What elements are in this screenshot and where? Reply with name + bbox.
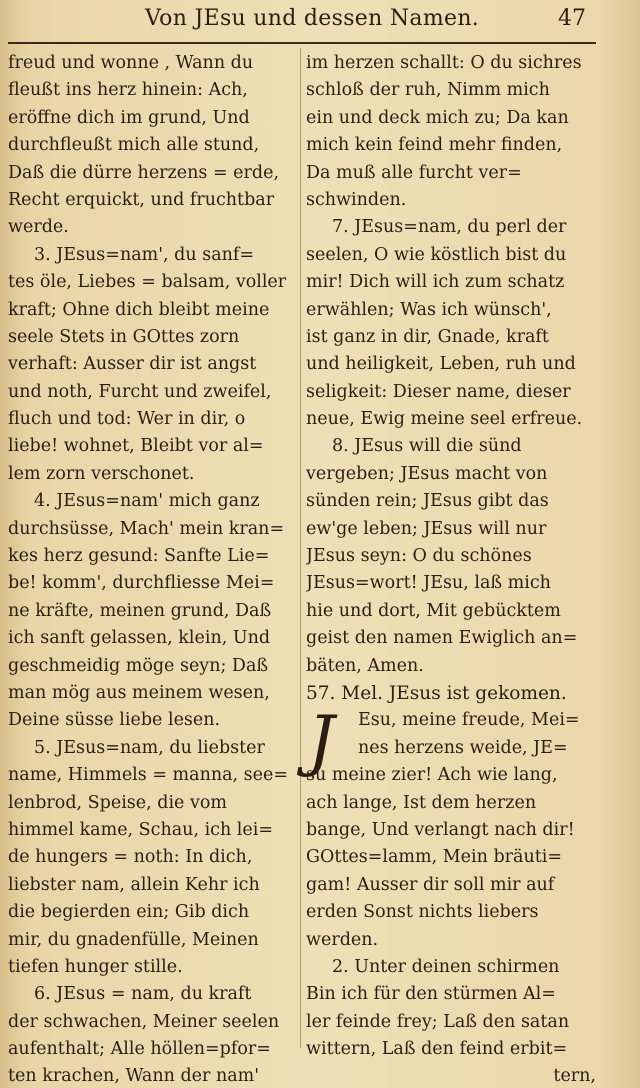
text-line: ich sanft gelassen, klein, Und — [8, 628, 271, 649]
text-line: Bin ich für den stürmen Al= — [306, 984, 556, 1005]
verse-start-line: 5. JEsus=nam, du liebster — [34, 737, 265, 758]
text-line: erwählen; Was ich wünsch', — [306, 299, 552, 320]
text-line: vergeben; JEsus macht von — [306, 463, 548, 484]
text-line: himmel kame, Schau, ich lei= — [8, 819, 274, 840]
text-line: fleußt ins herz hinein: Ach, — [8, 80, 248, 101]
text-line: mich kein feind mehr finden, — [306, 135, 563, 156]
text-line: durchfleußt mich alle stund, — [8, 135, 260, 156]
text-line: werden. — [306, 929, 379, 950]
page-number: 47 — [558, 6, 586, 31]
verse-start-line: 2. Unter deinen schirmen — [332, 956, 560, 977]
text-line: die begierden ein; Gib dich — [8, 902, 250, 923]
text-line: geschmeidig möge seyn; Daß — [8, 655, 269, 676]
verse-start-line: 7. JEsus=nam, du perl der — [332, 217, 567, 238]
text-line: erden Sonst nichts liebers — [306, 902, 539, 923]
text-line: und heiligkeit, Leben, ruh und — [306, 354, 576, 375]
text-line: aufenthalt; Alle höllen=pfor= — [8, 1039, 271, 1060]
text-line: ach lange, Ist dem herzen — [306, 792, 537, 813]
text-line: freud und wonne , Wann du — [8, 53, 254, 73]
text-line: durchsüsse, Mach' mein kran= — [8, 518, 285, 539]
text-line: tiefen hunger stille. — [8, 956, 183, 977]
text-line: schwinden. — [306, 189, 407, 210]
text-line: be! komm', durchfliesse Mei= — [8, 573, 275, 594]
page-header — [0, 0, 640, 46]
text-line: Deine süsse liebe lesen. — [8, 710, 221, 731]
text-line: ler feinde frey; Laß den satan — [306, 1011, 570, 1032]
text-line: ein und deck mich zu; Da kan — [306, 107, 569, 128]
verse-start-line: 4. JEsus=nam' mich ganz — [34, 491, 260, 512]
text-line: liebe! wohnet, Bleibt vor al= — [8, 436, 264, 457]
text-line: gam! Ausser dir soll mir auf — [306, 874, 555, 895]
text-line: seelen, O wie köstlich bist du — [306, 244, 567, 265]
text-line: seligkeit: Dieser name, dieser — [306, 381, 571, 402]
text-line: im herzen schallt: O du sichres — [306, 53, 582, 73]
text-line: liebster nam, allein Kehr ich — [8, 874, 260, 895]
text-line: eröffne dich im grund, Und — [8, 107, 250, 128]
text-line: hie und dort, Mit gebücktem — [306, 600, 561, 621]
text-line: lenbrod, Speise, die vom — [8, 792, 227, 813]
text-line: kraft; Ohne dich bleibt meine — [8, 299, 270, 320]
text-line: sünden rein; JEsus gibt das — [306, 491, 549, 512]
text-line: su meine zier! Ach wie lang, — [306, 765, 558, 786]
header-rule — [8, 42, 596, 44]
text-line: fluch und tod: Wer in dir, o — [8, 409, 246, 430]
text-line: bäten, Amen. — [306, 655, 424, 676]
hymn-heading: 57. Mel. JEsus ist gekomen. — [306, 682, 567, 704]
text-line: nes herzens weide, JE= — [358, 737, 568, 758]
text-line: Da muß alle furcht ver= — [306, 162, 522, 183]
text-line: neue, Ewig meine seel erfreue. — [306, 409, 583, 430]
running-title: Von JEsu und dessen Namen. — [145, 6, 480, 31]
text-line: mir! Dich will ich zum schatz — [306, 272, 565, 293]
text-line: bange, Und verlangt nach dir! — [306, 819, 575, 840]
drop-capital: J — [308, 702, 335, 780]
left-column — [8, 50, 298, 1088]
text-line: seele Stets in GOttes zorn — [8, 326, 240, 347]
verse-start-line: 8. JEsus will die sünd — [332, 436, 522, 457]
text-line: schloß der ruh, Nimm mich — [306, 80, 550, 101]
text-line: wittern, Laß den feind erbit= — [306, 1039, 568, 1060]
right-column — [306, 50, 596, 1088]
text-line: ist ganz in dir, Gnade, kraft — [306, 326, 549, 347]
text-line: tes öle, Liebes = balsam, voller — [8, 272, 287, 293]
text-line: werde. — [8, 217, 69, 238]
text-line: lem zorn verschonet. — [8, 463, 195, 484]
text-line: geist den namen Ewiglich an= — [306, 628, 578, 649]
text-line: name, Himmels = manna, see= — [8, 765, 289, 786]
text-line: GOttes=lamm, Mein bräuti= — [306, 847, 563, 868]
text-line: kes herz gesund: Sanfte Lie= — [8, 546, 270, 567]
text-line: man mög aus meinem wesen, — [8, 682, 270, 703]
text-line: Esu, meine freude, Mei= — [358, 710, 580, 731]
text-line: ten krachen, Wann der nam' — [8, 1066, 260, 1087]
catchword: tern, — [553, 1066, 596, 1087]
text-line: JEsus=wort! JEsu, laß mich — [306, 573, 551, 594]
text-line: verhaft: Ausser dir ist angst — [8, 354, 257, 375]
text-line: der schwachen, Meiner seelen — [8, 1011, 280, 1032]
column-divider — [300, 48, 301, 1048]
text-line: JEsus seyn: O du schönes — [306, 546, 532, 567]
verse-start-line: 3. JEsus=nam', du sanf= — [34, 244, 255, 265]
text-line: und noth, Furcht und zweifel, — [8, 381, 272, 402]
text-line: ew'ge leben; JEsus will nur — [306, 518, 547, 539]
text-line: Recht erquickt, und fruchtbar — [8, 189, 275, 210]
verse-start-line: 6. JEsus = nam, du kraft — [34, 984, 252, 1005]
text-line: de hungers = noth: In dich, — [8, 847, 253, 868]
text-line: mir, du gnadenfülle, Meinen — [8, 929, 259, 950]
text-line: Daß die dürre herzens = erde, — [8, 162, 280, 183]
text-line: ne kräfte, meinen grund, Daß — [8, 600, 272, 621]
